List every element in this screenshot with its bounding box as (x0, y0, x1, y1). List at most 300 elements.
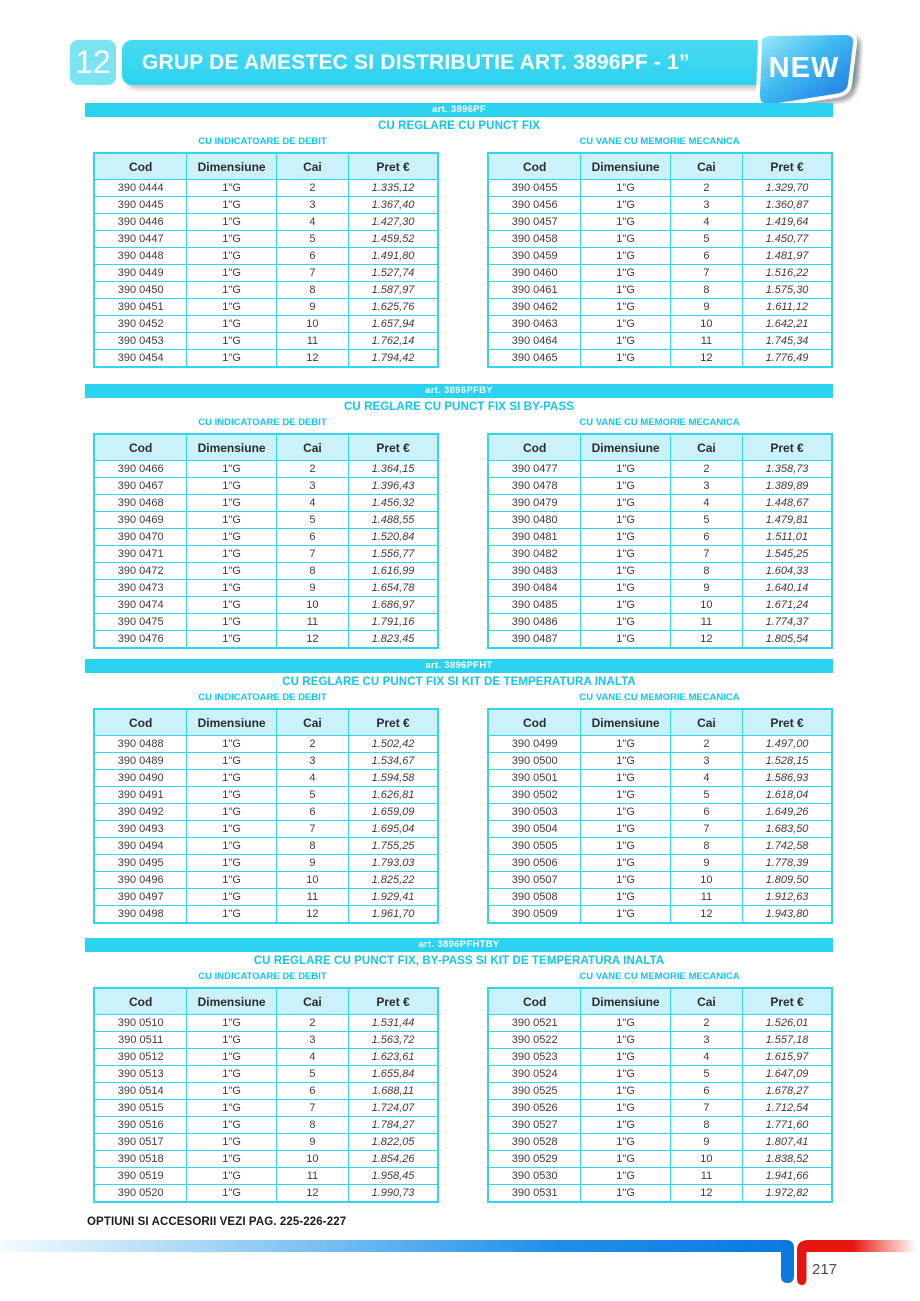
table-row (94, 1066, 438, 1083)
dimensiune-cell: 1"G (581, 855, 670, 872)
dimensiune-cell: 1"G (581, 546, 670, 563)
dimensiune-cell: 1"G (581, 197, 670, 214)
cai-cell: 5 (670, 1066, 742, 1083)
cod-cell: 390 0502 (488, 787, 581, 804)
pret-cell: 1.575,30 (743, 282, 832, 299)
cod-cell: 390 0499 (488, 736, 581, 753)
cod-cell: 390 0523 (488, 1049, 581, 1066)
cai-cell: 8 (276, 1117, 348, 1134)
pret-cell: 1.649,26 (743, 804, 832, 821)
pret-cell: 1.594,58 (349, 770, 438, 787)
left-table-label: CU INDICATOARE DE DEBIT (198, 971, 327, 982)
cod-cell: 390 0473 (94, 580, 187, 597)
dimensiune-cell: 1"G (187, 546, 276, 563)
pret-cell: 1.419,64 (743, 214, 832, 231)
table-row (488, 631, 832, 649)
column-header: Pret € (743, 153, 832, 180)
pret-cell: 1.990,73 (349, 1185, 438, 1203)
table-row (488, 478, 832, 495)
table-row (94, 580, 438, 597)
table-row (488, 1049, 832, 1066)
cai-cell: 10 (276, 872, 348, 889)
pret-cell: 1.502,42 (349, 736, 438, 753)
pret-cell: 1.654,78 (349, 580, 438, 597)
dimensiune-cell: 1"G (187, 770, 276, 787)
table-row (94, 316, 438, 333)
cod-cell: 390 0458 (488, 231, 581, 248)
pret-cell: 1.604,33 (743, 563, 832, 580)
cod-cell: 390 0494 (94, 838, 187, 855)
dimensiune-cell: 1"G (187, 197, 276, 214)
dimensiune-cell: 1"G (187, 753, 276, 770)
section-art-3896pfhtby (85, 938, 833, 1203)
price-table-left (93, 987, 439, 1203)
cai-cell: 11 (276, 333, 348, 350)
pret-cell: 1.686,97 (349, 597, 438, 614)
column-header: Dimensiune (187, 988, 276, 1015)
pret-cell: 1.655,84 (349, 1066, 438, 1083)
dimensiune-cell: 1"G (581, 461, 670, 478)
cai-cell: 9 (670, 299, 742, 316)
dimensiune-cell: 1"G (581, 736, 670, 753)
cod-cell: 390 0531 (488, 1185, 581, 1203)
dimensiune-cell: 1"G (581, 1066, 670, 1083)
cai-cell: 7 (670, 821, 742, 838)
cod-cell: 390 0528 (488, 1134, 581, 1151)
column-header: Dimensiune (187, 434, 276, 461)
table-row (94, 597, 438, 614)
table-row (488, 350, 832, 368)
tables-row (85, 987, 833, 1203)
table-header-row (94, 988, 438, 1015)
pret-cell: 1.838,52 (743, 1151, 832, 1168)
table-row (94, 631, 438, 649)
table-row (488, 512, 832, 529)
dimensiune-cell: 1"G (187, 495, 276, 512)
cod-cell: 390 0515 (94, 1100, 187, 1117)
cai-cell: 11 (276, 1168, 348, 1185)
cai-cell: 12 (276, 1185, 348, 1203)
pret-cell: 1.972,82 (743, 1185, 832, 1203)
column-header: Cai (276, 988, 348, 1015)
cod-cell: 390 0500 (488, 753, 581, 770)
cod-cell: 390 0487 (488, 631, 581, 649)
dimensiune-cell: 1"G (581, 1015, 670, 1032)
section-subtitle: CU REGLARE CU PUNCT FIX SI BY-PASS (343, 401, 574, 413)
table-row (488, 753, 832, 770)
column-header: Cai (276, 153, 348, 180)
pret-cell: 1.586,93 (743, 770, 832, 787)
table-row (488, 804, 832, 821)
table-row (94, 197, 438, 214)
cai-cell: 9 (670, 1134, 742, 1151)
pret-cell: 1.531,44 (349, 1015, 438, 1032)
dimensiune-cell: 1"G (187, 231, 276, 248)
cai-cell: 4 (276, 1049, 348, 1066)
table-row (94, 889, 438, 906)
pret-cell: 1.516,22 (743, 265, 832, 282)
pret-cell: 1.545,25 (743, 546, 832, 563)
cai-cell: 11 (276, 614, 348, 631)
page-number: 217 (812, 1261, 838, 1278)
pret-cell: 1.616,99 (349, 563, 438, 580)
table-row (488, 231, 832, 248)
cai-cell: 2 (670, 461, 742, 478)
cai-cell: 8 (670, 282, 742, 299)
table-row (94, 1151, 438, 1168)
cai-cell: 11 (276, 889, 348, 906)
dimensiune-cell: 1"G (187, 804, 276, 821)
table-row (488, 580, 832, 597)
dimensiune-cell: 1"G (187, 478, 276, 495)
cod-cell: 390 0506 (488, 855, 581, 872)
table-row (488, 1117, 832, 1134)
table-row (94, 736, 438, 753)
cai-cell: 2 (276, 180, 348, 197)
pret-cell: 1.825,22 (349, 872, 438, 889)
cai-cell: 9 (670, 855, 742, 872)
section-subtitle: CU REGLARE CU PUNCT FIX SI KIT DE TEMPERATURA INALTA (282, 676, 636, 688)
pret-cell: 1.367,40 (349, 197, 438, 214)
dimensiune-cell: 1"G (187, 529, 276, 546)
cai-cell: 3 (276, 478, 348, 495)
table-row (94, 1049, 438, 1066)
table-row (94, 1185, 438, 1203)
cai-cell: 9 (276, 580, 348, 597)
table-row (94, 478, 438, 495)
table-header-row (488, 709, 832, 736)
pret-cell: 1.623,61 (349, 1049, 438, 1066)
cai-cell: 6 (670, 1083, 742, 1100)
cai-cell: 3 (276, 197, 348, 214)
cai-cell: 12 (276, 906, 348, 924)
pret-cell: 1.941,66 (743, 1168, 832, 1185)
column-header: Cod (488, 434, 581, 461)
table-row (94, 495, 438, 512)
cai-cell: 6 (670, 529, 742, 546)
page-title: GRUP DE AMESTEC SI DISTRIBUTIE ART. 3896PF - 1” (142, 50, 690, 74)
dimensiune-cell: 1"G (581, 1049, 670, 1066)
table-row (488, 787, 832, 804)
dimensiune-cell: 1"G (581, 838, 670, 855)
cod-cell: 390 0444 (94, 180, 187, 197)
cod-cell: 390 0466 (94, 461, 187, 478)
table-row (488, 563, 832, 580)
cod-cell: 390 0457 (488, 214, 581, 231)
tables-row (85, 708, 833, 924)
pret-cell: 1.794,42 (349, 350, 438, 368)
dimensiune-cell: 1"G (581, 597, 670, 614)
table-row (488, 1134, 832, 1151)
cai-cell: 7 (670, 1100, 742, 1117)
cai-cell: 11 (670, 333, 742, 350)
cod-cell: 390 0490 (94, 770, 187, 787)
pret-cell: 1.448,67 (743, 495, 832, 512)
dimensiune-cell: 1"G (187, 316, 276, 333)
cod-cell: 390 0470 (94, 529, 187, 546)
table-row (94, 546, 438, 563)
table-row (94, 529, 438, 546)
article-code-bar: art. 3896PFHTBY (85, 938, 833, 952)
table-row (488, 1032, 832, 1049)
cod-cell: 390 0454 (94, 350, 187, 368)
cai-cell: 10 (276, 597, 348, 614)
pret-cell: 1.642,21 (743, 316, 832, 333)
table-row (488, 855, 832, 872)
table-row (488, 838, 832, 855)
table-header-row (94, 709, 438, 736)
price-table-right (487, 433, 833, 649)
dimensiune-cell: 1"G (581, 316, 670, 333)
cai-cell: 3 (670, 478, 742, 495)
table-row (488, 597, 832, 614)
cod-cell: 390 0446 (94, 214, 187, 231)
table-group-labels (85, 417, 833, 428)
dimensiune-cell: 1"G (581, 1151, 670, 1168)
dimensiune-cell: 1"G (187, 1032, 276, 1049)
dimensiune-cell: 1"G (187, 180, 276, 197)
table-row (94, 906, 438, 924)
column-header: Dimensiune (581, 988, 670, 1015)
pret-cell: 1.625,76 (349, 299, 438, 316)
column-header: Pret € (349, 709, 438, 736)
table-row (488, 282, 832, 299)
dimensiune-cell: 1"G (187, 787, 276, 804)
cod-cell: 390 0455 (488, 180, 581, 197)
cai-cell: 2 (276, 461, 348, 478)
dimensiune-cell: 1"G (187, 631, 276, 649)
column-header: Dimensiune (581, 709, 670, 736)
cod-cell: 390 0491 (94, 787, 187, 804)
cod-cell: 390 0511 (94, 1032, 187, 1049)
dimensiune-cell: 1"G (187, 1083, 276, 1100)
pret-cell: 1.823,45 (349, 631, 438, 649)
cod-cell: 390 0509 (488, 906, 581, 924)
column-header: Pret € (743, 434, 832, 461)
new-badge-label: NEW (768, 52, 840, 84)
table-row (94, 512, 438, 529)
pret-cell: 1.771,60 (743, 1117, 832, 1134)
table-row (94, 1117, 438, 1134)
pret-cell: 1.809,50 (743, 872, 832, 889)
dimensiune-cell: 1"G (581, 614, 670, 631)
pret-cell: 1.659,09 (349, 804, 438, 821)
pret-cell: 1.556,77 (349, 546, 438, 563)
article-code-bar: art. 3896PFBY (85, 384, 833, 398)
cod-cell: 390 0507 (488, 872, 581, 889)
cod-cell: 390 0522 (488, 1032, 581, 1049)
dimensiune-cell: 1"G (581, 231, 670, 248)
pret-cell: 1.657,94 (349, 316, 438, 333)
cai-cell: 4 (670, 770, 742, 787)
cai-cell: 5 (670, 231, 742, 248)
pret-cell: 1.520,84 (349, 529, 438, 546)
cod-cell: 390 0452 (94, 316, 187, 333)
pret-cell: 1.329,70 (743, 180, 832, 197)
cod-cell: 390 0488 (94, 736, 187, 753)
pret-cell: 1.776,49 (743, 350, 832, 368)
pret-cell: 1.497,00 (743, 736, 832, 753)
pret-cell: 1.695,04 (349, 821, 438, 838)
column-header: Cai (670, 988, 742, 1015)
cod-cell: 390 0448 (94, 248, 187, 265)
cai-cell: 5 (670, 512, 742, 529)
cod-cell: 390 0517 (94, 1134, 187, 1151)
pret-cell: 1.791,16 (349, 614, 438, 631)
dimensiune-cell: 1"G (581, 1134, 670, 1151)
pret-cell: 1.929,41 (349, 889, 438, 906)
pret-cell: 1.958,45 (349, 1168, 438, 1185)
price-table-left (93, 152, 439, 368)
column-header: Cai (670, 709, 742, 736)
pret-cell: 1.784,27 (349, 1117, 438, 1134)
right-table-label: CU VANE CU MEMORIE MECANICA (579, 136, 740, 147)
cod-cell: 390 0482 (488, 546, 581, 563)
pret-cell: 1.854,26 (349, 1151, 438, 1168)
column-header: Dimensiune (581, 153, 670, 180)
pret-cell: 1.724,07 (349, 1100, 438, 1117)
dimensiune-cell: 1"G (187, 1049, 276, 1066)
pret-cell: 1.481,97 (743, 248, 832, 265)
cod-cell: 390 0472 (94, 563, 187, 580)
dimensiune-cell: 1"G (581, 333, 670, 350)
cod-cell: 390 0462 (488, 299, 581, 316)
dimensiune-cell: 1"G (581, 1100, 670, 1117)
dimensiune-cell: 1"G (581, 529, 670, 546)
cai-cell: 7 (276, 546, 348, 563)
cai-cell: 8 (670, 1117, 742, 1134)
column-header: Cod (488, 709, 581, 736)
cod-cell: 390 0480 (488, 512, 581, 529)
cai-cell: 8 (670, 838, 742, 855)
column-header: Cod (94, 988, 187, 1015)
cod-cell: 390 0479 (488, 495, 581, 512)
dimensiune-cell: 1"G (187, 889, 276, 906)
cai-cell: 2 (670, 1015, 742, 1032)
cai-cell: 10 (276, 1151, 348, 1168)
column-header: Pret € (349, 988, 438, 1015)
table-row (94, 214, 438, 231)
cod-cell: 390 0486 (488, 614, 581, 631)
table-row (488, 1185, 832, 1203)
column-header: Pret € (743, 709, 832, 736)
column-header: Cod (488, 988, 581, 1015)
dimensiune-cell: 1"G (581, 770, 670, 787)
dimensiune-cell: 1"G (581, 180, 670, 197)
cod-cell: 390 0501 (488, 770, 581, 787)
cod-cell: 390 0496 (94, 872, 187, 889)
cai-cell: 9 (276, 1134, 348, 1151)
price-table-right (487, 152, 833, 368)
dimensiune-cell: 1"G (581, 1083, 670, 1100)
table-group-labels (85, 692, 833, 703)
pret-cell: 1.640,14 (743, 580, 832, 597)
column-header: Pret € (349, 434, 438, 461)
cai-cell: 5 (276, 1066, 348, 1083)
cod-cell: 390 0459 (488, 248, 581, 265)
cod-cell: 390 0518 (94, 1151, 187, 1168)
cai-cell: 8 (276, 282, 348, 299)
column-header: Cai (670, 434, 742, 461)
cai-cell: 2 (670, 180, 742, 197)
price-table-right (487, 708, 833, 924)
left-table-label: CU INDICATOARE DE DEBIT (198, 417, 327, 428)
dimensiune-cell: 1"G (581, 265, 670, 282)
dimensiune-cell: 1"G (187, 838, 276, 855)
cai-cell: 5 (276, 512, 348, 529)
cai-cell: 7 (276, 1100, 348, 1117)
table-row (488, 821, 832, 838)
pret-cell: 1.678,27 (743, 1083, 832, 1100)
table-header-row (94, 434, 438, 461)
cod-cell: 390 0483 (488, 563, 581, 580)
cod-cell: 390 0505 (488, 838, 581, 855)
cai-cell: 12 (670, 906, 742, 924)
pret-cell: 1.488,55 (349, 512, 438, 529)
pret-cell: 1.774,37 (743, 614, 832, 631)
pret-cell: 1.360,87 (743, 197, 832, 214)
pret-cell: 1.611,12 (743, 299, 832, 316)
table-row (488, 889, 832, 906)
dimensiune-cell: 1"G (581, 1117, 670, 1134)
pret-cell: 1.742,58 (743, 838, 832, 855)
cai-cell: 10 (276, 316, 348, 333)
pret-cell: 1.683,50 (743, 821, 832, 838)
pret-cell: 1.626,81 (349, 787, 438, 804)
dimensiune-cell: 1"G (581, 563, 670, 580)
pret-cell: 1.912,63 (743, 889, 832, 906)
cod-cell: 390 0493 (94, 821, 187, 838)
dimensiune-cell: 1"G (187, 512, 276, 529)
table-row (488, 546, 832, 563)
column-header: Dimensiune (581, 434, 670, 461)
dimensiune-cell: 1"G (581, 248, 670, 265)
dimensiune-cell: 1"G (187, 906, 276, 924)
pret-cell: 1.527,74 (349, 265, 438, 282)
article-code-bar: art. 3896PF (85, 103, 833, 117)
cai-cell: 4 (670, 495, 742, 512)
right-table-label: CU VANE CU MEMORIE MECANICA (579, 971, 740, 982)
cod-cell: 390 0445 (94, 197, 187, 214)
table-row (488, 614, 832, 631)
left-table-label: CU INDICATOARE DE DEBIT (198, 692, 327, 703)
pret-cell: 1.778,39 (743, 855, 832, 872)
pret-cell: 1.805,54 (743, 631, 832, 649)
pret-cell: 1.793,03 (349, 855, 438, 872)
cod-cell: 390 0469 (94, 512, 187, 529)
cod-cell: 390 0510 (94, 1015, 187, 1032)
pret-cell: 1.479,81 (743, 512, 832, 529)
table-row (94, 1100, 438, 1117)
table-row (488, 461, 832, 478)
cod-cell: 390 0481 (488, 529, 581, 546)
cai-cell: 12 (670, 631, 742, 649)
cai-cell: 10 (670, 1151, 742, 1168)
dimensiune-cell: 1"G (581, 282, 670, 299)
dimensiune-cell: 1"G (187, 1066, 276, 1083)
dimensiune-cell: 1"G (187, 580, 276, 597)
dimensiune-cell: 1"G (187, 821, 276, 838)
cod-cell: 390 0521 (488, 1015, 581, 1032)
pret-cell: 1.427,30 (349, 214, 438, 231)
dimensiune-cell: 1"G (187, 1117, 276, 1134)
cai-cell: 11 (670, 889, 742, 906)
cai-cell: 6 (276, 804, 348, 821)
cai-cell: 3 (276, 753, 348, 770)
cod-cell: 390 0495 (94, 855, 187, 872)
table-row (488, 316, 832, 333)
column-header: Dimensiune (187, 153, 276, 180)
